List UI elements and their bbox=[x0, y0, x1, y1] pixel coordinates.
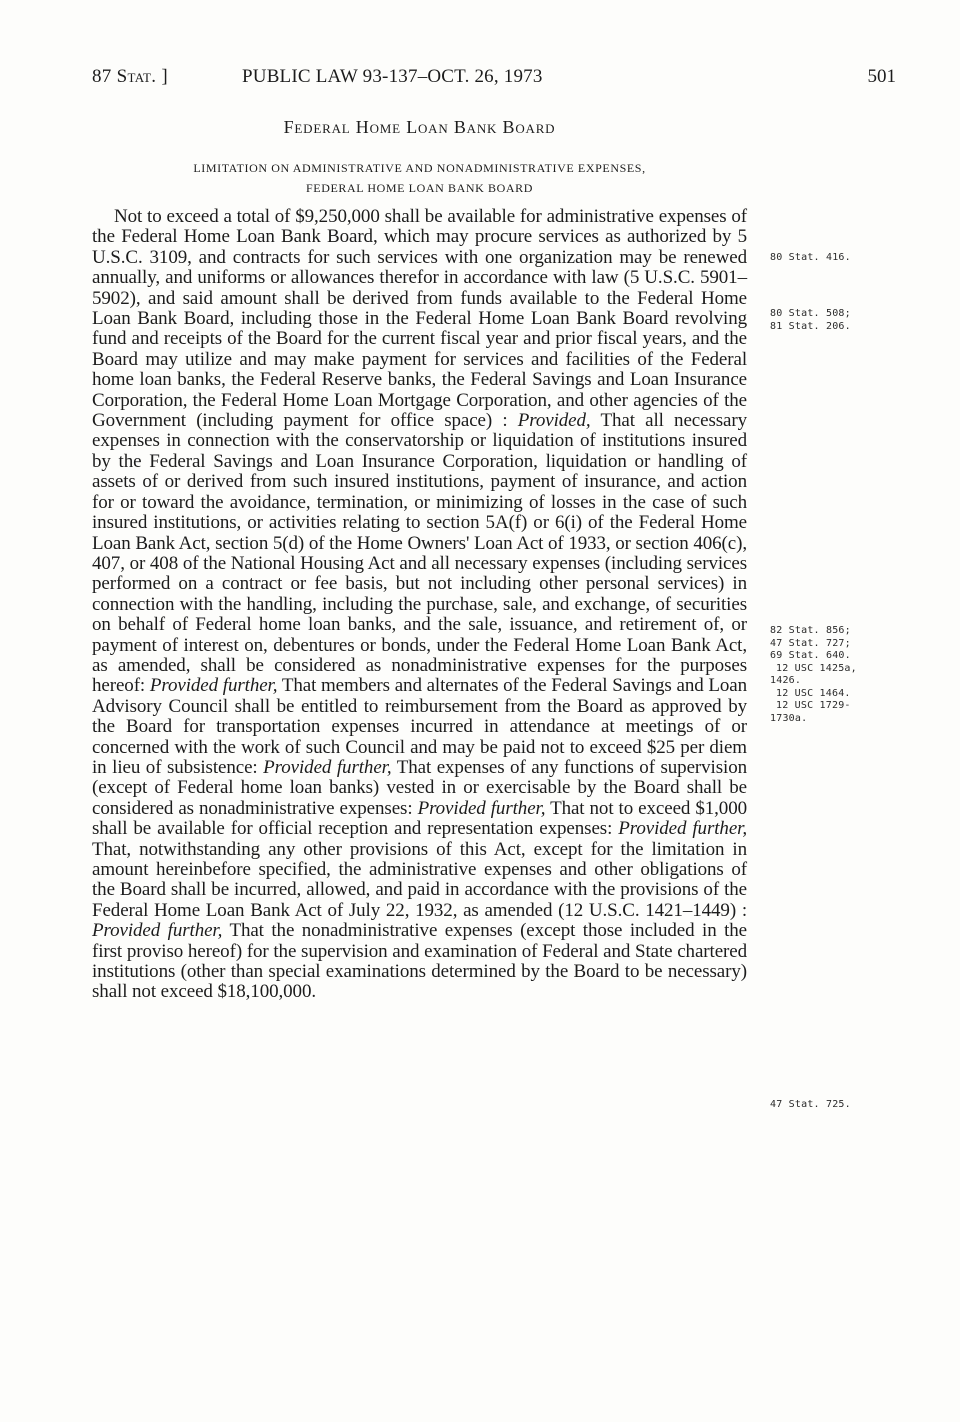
section-subheading bbox=[92, 158, 747, 198]
proviso-label: Provided further, bbox=[92, 920, 223, 942]
subheading-line-2: FEDERAL HOME LOAN BANK BOARD bbox=[305, 181, 534, 195]
page-number: 501 bbox=[867, 66, 896, 87]
proviso-label: Provided further, bbox=[417, 797, 546, 819]
body-paragraph: Not to exceed a total of $9,250,000 shall be available for administrative expenses of the Federal Home Loan Bank Board, which may procure services as authorized by 5 U.S.C. 3109, and contracts for such services with one organization may be renewed annually, and uniforms or allowances therefor in accordance with law (5 U.S.C. 5901–5902), and said amount shall be derived from funds available to the Federal Home Loan Bank Board, including those in the Federal Home Loan Bank Board revolving fund and receipts of the Board for the current fiscal year and prior fiscal years, and the Board may utilize and may make payment for services and facilities of the Federal home loan banks, the Federal Reserve banks, the Federal Savings and Loan Insurance Corporation, the Federal Home Loan Mortgage Corporation, and other agencies of the Government (including payment for office space) : Provided, That all necessary expenses in connection with the conservatorship or liquidation of institutions insured by the Federal Savings and Loan Insurance Corporation, liquidation or handling of assets of or derived from such insured institutions, payment of insurance, and action for or toward the avoidance, termination, or minimizing of losses in the case of such insured institutions, or activities relating to section 5A(f) or 6(i) of the Federal Home Loan Bank Act, section 5(d) of the Home Owners' Loan Act of 1933, or section 406(c), 407, or 408 of the National Housing Act and all necessary expenses (including services performed on a contract or fee basis, but not including other personal services) in connection with the handling, including the purchase, sale, and exchange, of securities on behalf of Federal home loan banks, and the sale, issuance, and retirement of, or payment of interest on, debentures or bonds, under the Federal Home Loan Bank Act, as amended, shall be considered as nonadministrative expenses for the purposes hereof: Provided further, That members and alternates of the Federal Savings and Loan Advisory Council shall be entitled to reimbursement from the Board as approved by the Board for transportation expenses incurred in attendance at meetings of or concerned with the work of such Council and may be paid not to exceed $25 per diem in lieu of subsistence: Provided further, That expenses of any functions of supervision (except of Federal home loan banks) vested in or exercisable by the Board shall be considered as nonadministrative expenses: Provided further, That not to exceed $1,000 shall be available for official reception and representation expenses: Provided further, That, notwithstanding any other provisions of this Act, except for the limitation in amount hereinbefore specified, the administrative expenses and other obligations of the Board shall be incurred, allowed, and paid in accordance with the provisions of the Federal Home Loan Bank Act of July 22, 1932, as amended (12 U.S.C. 1421–1449) : Provided further, That the nonadministrative expenses (except those included in the first proviso hereof) for the supervision and examination of Federal and State chartered institutions (other than special examinations determined by the Board to be necessary) shall not exceed $18,100,000. bbox=[92, 206, 748, 1003]
margin-citation: 82 Stat. 856; 47 Stat. 727; 69 Stat. 640. 12 USC 1425a, 1426. 12 USC 1464. 12 USC 1729- 1730a. bbox=[770, 625, 857, 724]
statute-volume: 87 Stat. ] bbox=[92, 66, 168, 87]
proviso-label: Provided, bbox=[517, 410, 591, 432]
margin-citation: 47 Stat. 725. bbox=[770, 1099, 851, 1110]
section-title: Federal Home Loan Bank Board bbox=[283, 117, 556, 137]
public-law-title: PUBLIC LAW 93-137–OCT. 26, 1973 bbox=[242, 66, 543, 87]
proviso-label: Provided further, bbox=[618, 818, 747, 840]
running-head bbox=[92, 66, 896, 94]
margin-citation: 80 Stat. 508; 81 Stat. 206. bbox=[770, 308, 851, 332]
proviso-label: Provided further, bbox=[263, 756, 392, 778]
subheading-line-1: LIMITATION ON ADMINISTRATIVE AND NONADMINISTRATIVE EXPENSES, bbox=[193, 161, 646, 175]
proviso-label: Provided further, bbox=[149, 675, 278, 697]
margin-citation: 80 Stat. 416. bbox=[770, 252, 851, 263]
